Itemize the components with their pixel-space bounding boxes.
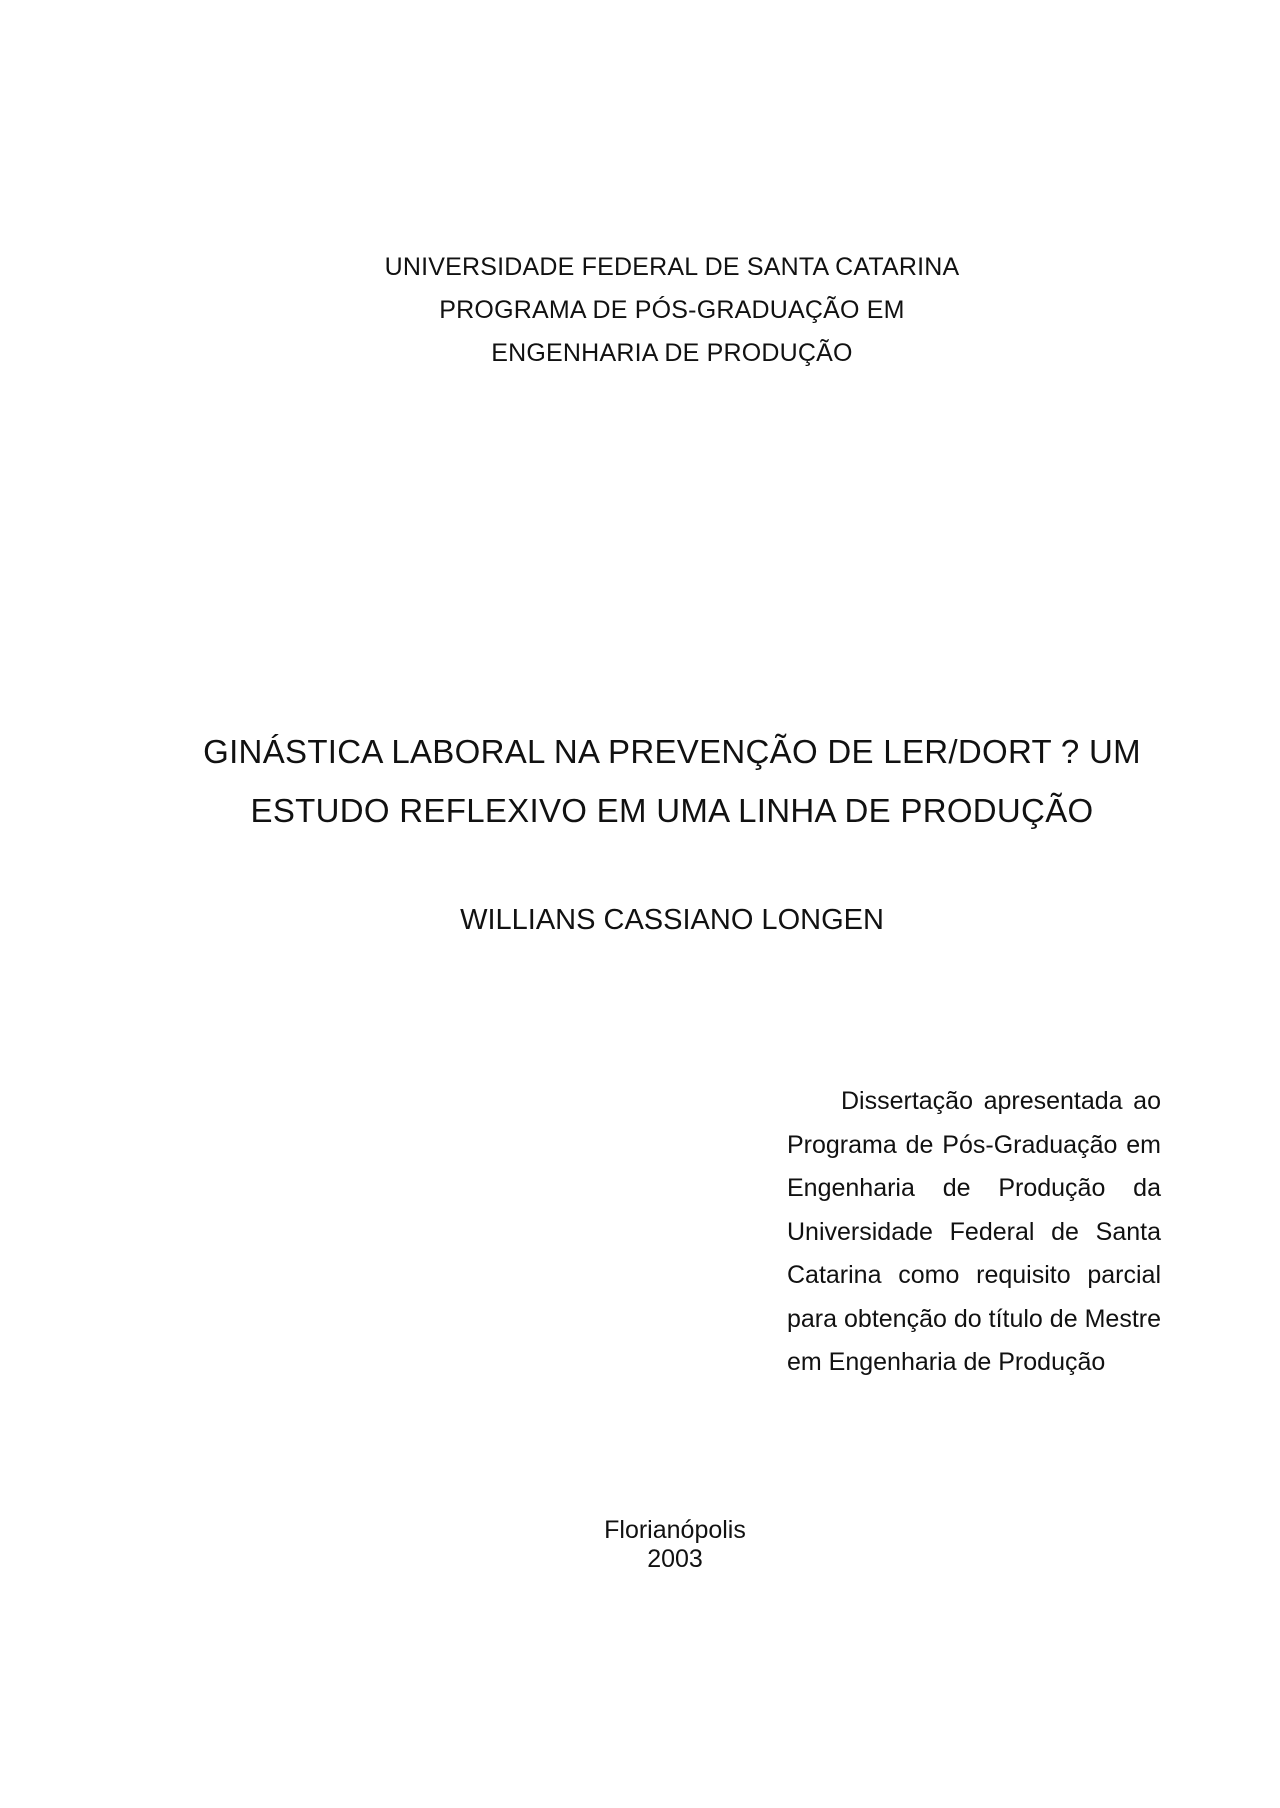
dissertation-note: Dissertação apresentada ao Programa de Pós-Graduação em Engenharia de Produção da Universidade Federal de Santa Catarina como requisito parcial para obtenção do título de Mestre em Engenharia de Produção	[787, 1087, 1161, 1376]
year: 2003	[647, 1545, 703, 1573]
place: Florianópolis	[604, 1516, 746, 1544]
thesis-title	[0, 722, 1280, 840]
institution-line-department: ENGENHARIA DE PRODUÇÃO	[491, 339, 853, 367]
thesis-title-line-2: ESTUDO REFLEXIVO EM UMA LINHA DE PRODUÇÃO	[250, 792, 1094, 829]
thesis-title-line-1: GINÁSTICA LABORAL NA PREVENÇÃO DE LER/DORT ? UM	[203, 733, 1141, 770]
institution-header	[0, 246, 1280, 375]
institution-line-program: PROGRAMA DE PÓS-GRADUAÇÃO EM	[439, 296, 905, 324]
place-and-date	[0, 1516, 1280, 1574]
author-name: WILLIANS CASSIANO LONGEN	[460, 904, 884, 936]
institution-line-university: UNIVERSIDADE FEDERAL DE SANTA CATARINA	[384, 253, 960, 281]
